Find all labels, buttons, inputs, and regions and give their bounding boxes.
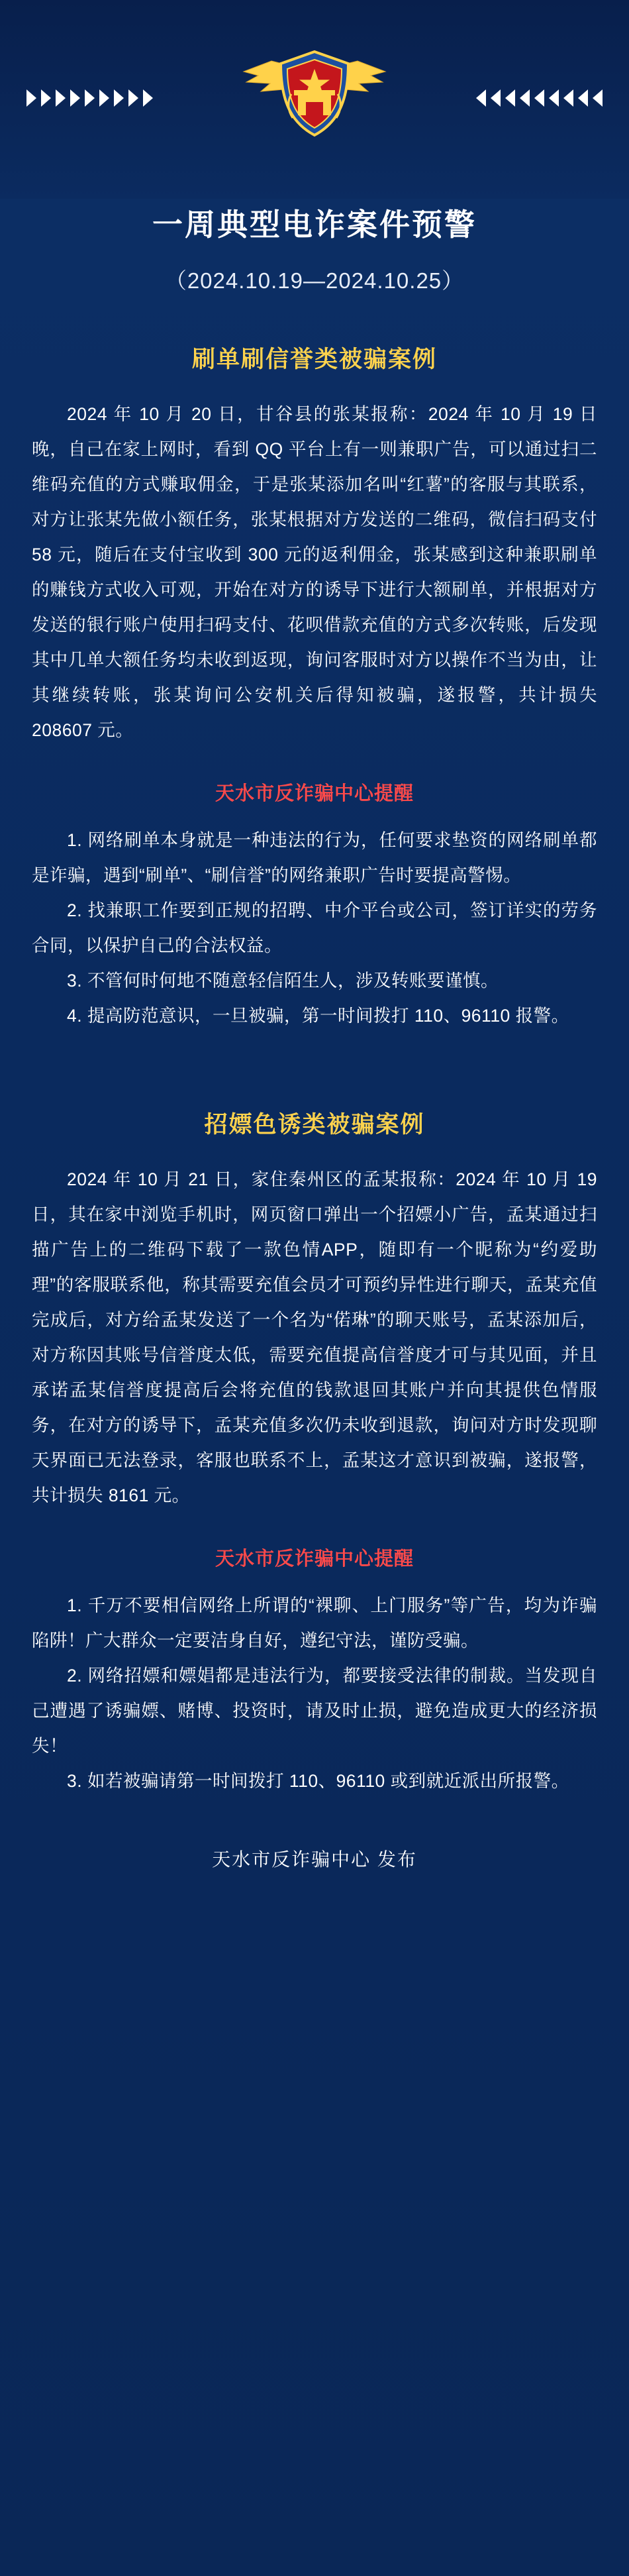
case-section-1 bbox=[0, 341, 629, 1034]
case-body: 2024 年 10 月 20 日，甘谷县的张某报称：2024 年 10 月 19 日晚，自己在家上网时，看到 QQ 平台上有一则兼职广告，可以通过扫二维码充值的方式赚取佣金，于是张某添加名叫“红薯”的客服与其联系，对方让张某先做小额任务，张某根据对方发送的二维码，微信扫码支付 58 元，随后在支付宝收到 300 元的返利佣金，张某感到这种兼职刷单的赚钱方式收入可观，开始在对方的诱导下进行大额刷单，并根据对方发送的银行账户使用扫码支付、花呗借款充值的方式多次转账，后发现其中几单大额任务均未收到返现，询问客服时对方以操作不当为由，让其继续转账，张某询问公安机关后得知被骗，遂报警，共计损失 208607 元。 bbox=[32, 403, 597, 740]
chevron-left-icon bbox=[505, 89, 515, 107]
tip-item: 3. 如若被骗请第一时间拨打 110、96110 或到就近派出所报警。 bbox=[67, 1770, 569, 1791]
chevron-right-icon bbox=[143, 89, 153, 107]
chevron-group-left bbox=[26, 89, 153, 107]
tip-item: 1. 千万不要相信网络上所谓的“裸聊、上门服务”等广告，均为诈骗陷阱！广大群众一定要洁身自好，遵纪守法，谨防受骗。 bbox=[32, 1595, 597, 1650]
tip-list bbox=[32, 823, 597, 1034]
chevron-left-icon bbox=[578, 89, 588, 107]
publisher-footer: 天水市反诈骗中心 发布 bbox=[212, 1849, 417, 1870]
chevron-left-icon bbox=[593, 89, 603, 107]
section-title: 刷单刷信誉类被骗案例 bbox=[191, 346, 437, 372]
title-block bbox=[0, 205, 629, 295]
chevron-left-icon bbox=[563, 89, 573, 107]
chevron-right-icon bbox=[70, 89, 80, 107]
tip-list bbox=[32, 1588, 597, 1799]
chevron-right-icon bbox=[26, 89, 36, 107]
chevron-left-icon bbox=[520, 89, 530, 107]
chevron-right-icon bbox=[99, 89, 109, 107]
case-body: 2024 年 10 月 21 日，家住秦州区的孟某报称：2024 年 10 月 19 日，其在家中浏览手机时，网页窗口弹出一个招嫖小广告，孟某通过扫描广告上的二维码下载了一款色情APP，随即有一个昵称为“约爱助理”的客服联系他，称其需要充值会员才可预约异性进行聊天，孟某充值完成后，对方给孟某发送了一个名为“偌琳”的聊天账号，孟某添加后，对方称因其账号信誉度太低，需要充值提高信誉度才可与其见面，并且承诺孟某信誉度提高后会将充值的钱款退回其账户并向其提供色情服务，在对方的诱导下，孟某充值多次仍未收到退款，询问对方时发现聊天界面已无法登录，客服也联系不上，孟某这才意识到被骗，遂报警，共计损失 8161 元。 bbox=[32, 1169, 597, 1505]
banner bbox=[0, 0, 629, 199]
chevron-left-icon bbox=[476, 89, 486, 107]
tip-item: 4. 提高防范意识，一旦被骗，第一时间拨打 110、96110 报警。 bbox=[67, 1005, 569, 1026]
date-range: （2024.10.19—2024.10.25） bbox=[164, 268, 465, 293]
page-title: 一周典型电诈案件预警 bbox=[152, 207, 477, 242]
china-police-emblem-icon bbox=[232, 32, 397, 151]
chevron-right-icon bbox=[41, 89, 51, 107]
tip-title: 天水市反诈骗中心提醒 bbox=[215, 1548, 414, 1570]
section-spacer bbox=[0, 1034, 629, 1060]
tip-item: 2. 找兼职工作要到正规的招聘、中介平台或公司，签订详实的劳务合同，以保护自己的合法权益。 bbox=[32, 900, 597, 955]
tip-item: 1. 网络刷单本身就是一种违法的行为，任何要求垫资的网络刷单都是诈骗，遇到“刷单”、“刷信誉”的网络兼职广告时要提高警惕。 bbox=[32, 830, 597, 885]
section-title: 招嫖色诱类被骗案例 bbox=[204, 1111, 425, 1138]
chevron-left-icon bbox=[491, 89, 501, 107]
chevron-left-icon bbox=[549, 89, 559, 107]
case-section-2 bbox=[0, 1106, 629, 1799]
tip-item: 2. 网络招嫖和嫖娼都是违法行为，都要接受法律的制裁。当发现自己遭遇了诱骗嫖、赌博、投资时，请及时止损，避免造成更大的经济损失！ bbox=[32, 1665, 597, 1756]
chevron-right-icon bbox=[56, 89, 66, 107]
chevron-right-icon bbox=[114, 89, 124, 107]
chevron-left-icon bbox=[534, 89, 544, 107]
chevron-group-right bbox=[476, 89, 603, 107]
chevron-right-icon bbox=[128, 89, 138, 107]
tip-title: 天水市反诈骗中心提醒 bbox=[215, 782, 414, 804]
chevron-right-icon bbox=[85, 89, 95, 107]
tip-item: 3. 不管何时何地不随意轻信陌生人，涉及转账要谨慎。 bbox=[67, 970, 499, 991]
